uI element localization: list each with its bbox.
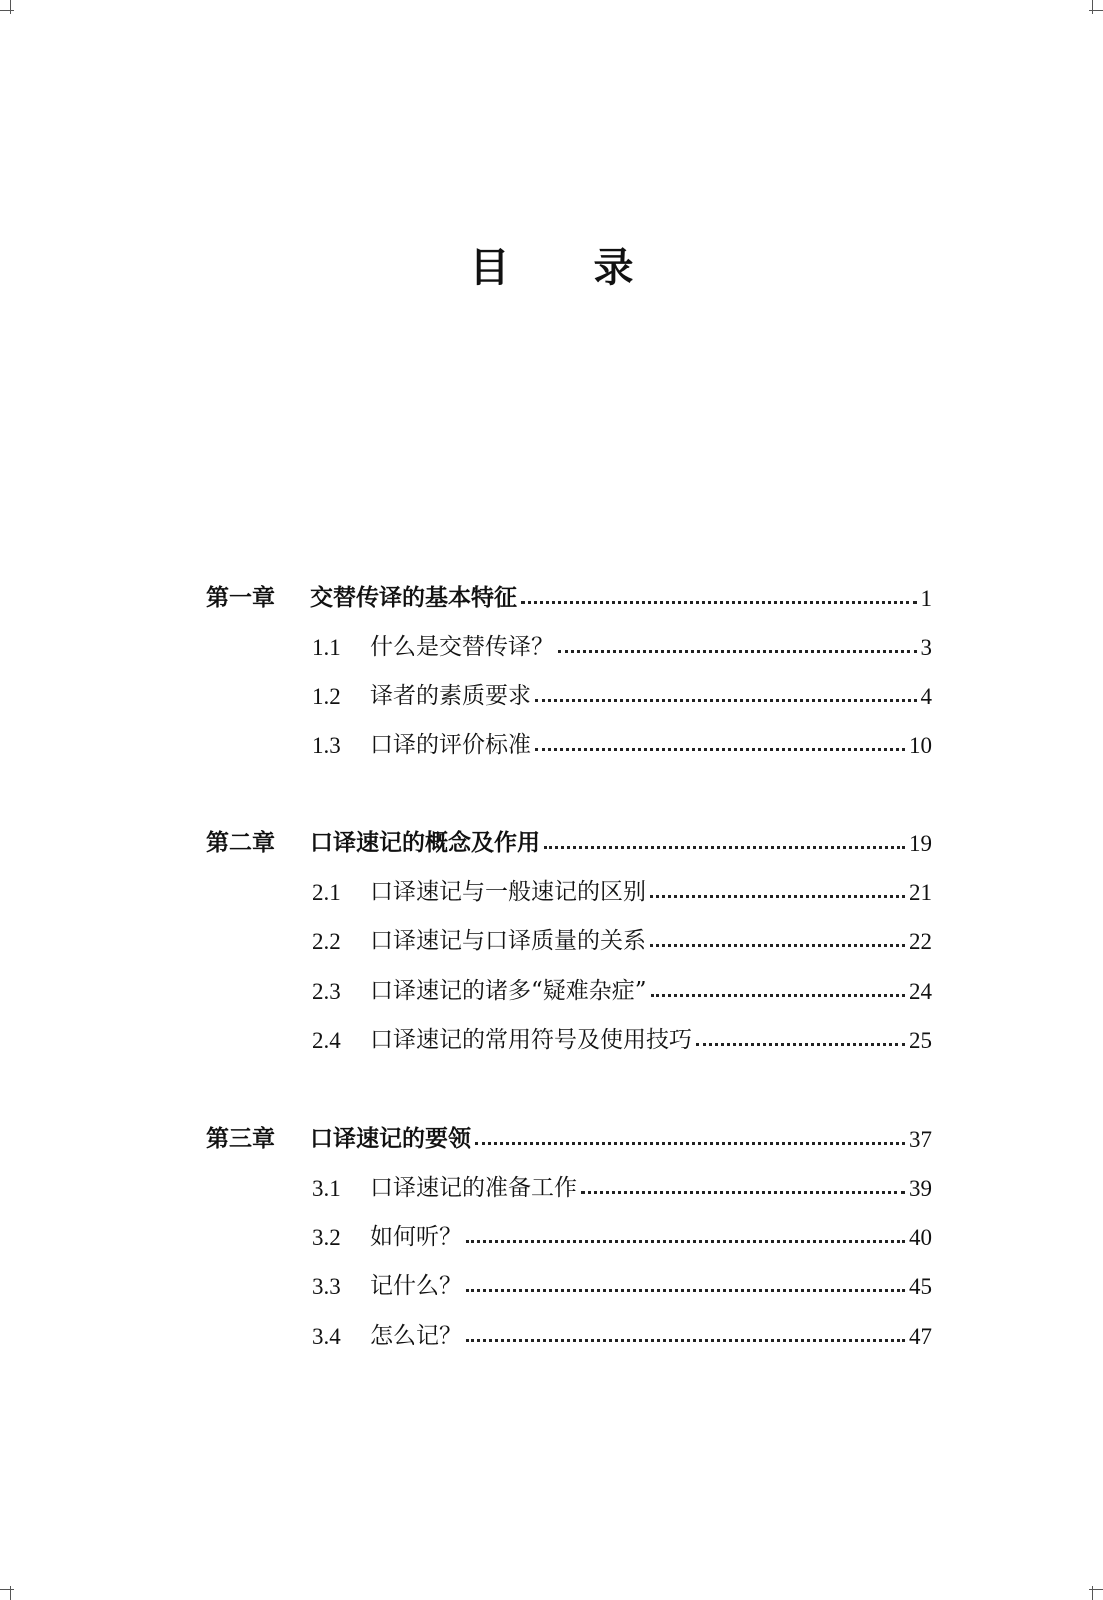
- toc-chapter-3[interactable]: [206, 1119, 932, 1153]
- section-number: 2.2: [312, 929, 341, 954]
- dot-leader: [475, 1142, 905, 1145]
- dot-leader: [521, 601, 917, 604]
- chapter-title: 交替传译的基本特征: [310, 584, 517, 611]
- section-number: 1.2: [312, 684, 341, 709]
- page-number: 22: [909, 929, 932, 954]
- page-title-char-1: 目: [469, 244, 510, 291]
- toc-section-3-3[interactable]: [312, 1266, 932, 1300]
- toc-section-1-1[interactable]: [312, 627, 932, 661]
- dot-leader: [696, 1043, 905, 1046]
- page-number: 24: [909, 979, 932, 1004]
- crop-mark-top-left-h: [0, 10, 14, 11]
- toc-section-1-3[interactable]: [312, 725, 932, 759]
- section-number: 1.3: [312, 733, 341, 758]
- toc-section-2-3[interactable]: [312, 971, 932, 1005]
- chapter-title: 口译速记的概念及作用: [310, 829, 540, 856]
- section-number: 2.3: [312, 979, 341, 1004]
- chapter-title: 口译速记的要领: [310, 1125, 471, 1152]
- toc-section-3-4[interactable]: [312, 1316, 932, 1350]
- toc-section-2-1[interactable]: [312, 872, 932, 906]
- chapter-label: 第二章: [206, 829, 275, 856]
- crop-mark-bottom-left-v: [10, 1586, 11, 1600]
- section-number: 3.4: [312, 1324, 341, 1349]
- toc-chapter-2[interactable]: [206, 823, 932, 857]
- chapter-label: 第三章: [206, 1125, 275, 1152]
- dot-leader: [651, 994, 905, 997]
- dot-leader: [466, 1240, 905, 1243]
- section-title: 什么是交替传译？: [370, 634, 554, 660]
- dot-leader: [535, 699, 917, 702]
- page-number: 1: [920, 586, 932, 611]
- dot-leader: [558, 650, 917, 653]
- page-number: 3: [920, 635, 932, 660]
- section-title: 记什么？: [370, 1273, 462, 1299]
- dot-leader: [535, 748, 905, 751]
- toc-section-3-1[interactable]: [312, 1168, 932, 1202]
- section-number: 1.1: [312, 635, 341, 660]
- section-title: 口译的评价标准: [370, 732, 531, 758]
- page-number: 37: [909, 1127, 932, 1152]
- toc-chapter-1[interactable]: [206, 578, 932, 612]
- page-number: 39: [909, 1176, 932, 1201]
- section-title: 如何听？: [370, 1224, 462, 1250]
- crop-mark-top-right-v: [1092, 0, 1093, 14]
- page-number: 47: [909, 1324, 932, 1349]
- crop-mark-bottom-left-h: [0, 1589, 14, 1590]
- section-title: 口译速记与口译质量的关系: [370, 928, 646, 954]
- section-number: 3.3: [312, 1274, 341, 1299]
- section-number: 3.2: [312, 1225, 341, 1250]
- page-title-char-2: 录: [593, 244, 634, 291]
- dot-leader: [581, 1191, 905, 1194]
- section-number: 3.1: [312, 1176, 341, 1201]
- dot-leader: [650, 895, 905, 898]
- page-title: [0, 236, 1103, 293]
- dot-leader: [650, 944, 905, 947]
- page-number: 10: [909, 733, 932, 758]
- crop-mark-top-left-v: [10, 0, 11, 14]
- section-title: 译者的素质要求: [370, 683, 531, 709]
- dot-leader: [466, 1289, 905, 1292]
- page-number: 45: [909, 1274, 932, 1299]
- page-number: 21: [909, 880, 932, 905]
- section-title: 口译速记的常用符号及使用技巧: [370, 1027, 692, 1053]
- toc-section-1-2[interactable]: [312, 676, 932, 710]
- chapter-label: 第一章: [206, 584, 275, 611]
- toc-section-2-4[interactable]: [312, 1020, 932, 1054]
- section-title: 口译速记的准备工作: [370, 1175, 577, 1201]
- crop-mark-bottom-right-v: [1092, 1586, 1093, 1600]
- toc-section-3-2[interactable]: [312, 1217, 932, 1251]
- section-title: 口译速记与一般速记的区别: [370, 879, 646, 905]
- toc-section-2-2[interactable]: [312, 921, 932, 955]
- page-number: 25: [909, 1028, 932, 1053]
- page-number: 19: [909, 831, 932, 856]
- dot-leader: [544, 846, 905, 849]
- section-number: 2.4: [312, 1028, 341, 1053]
- dot-leader: [466, 1339, 905, 1342]
- page-number: 4: [920, 684, 932, 709]
- section-title: 口译速记的诸多“疑难杂症”: [370, 978, 647, 1004]
- section-number: 2.1: [312, 880, 341, 905]
- section-title: 怎么记？: [370, 1323, 462, 1349]
- page-number: 40: [909, 1225, 932, 1250]
